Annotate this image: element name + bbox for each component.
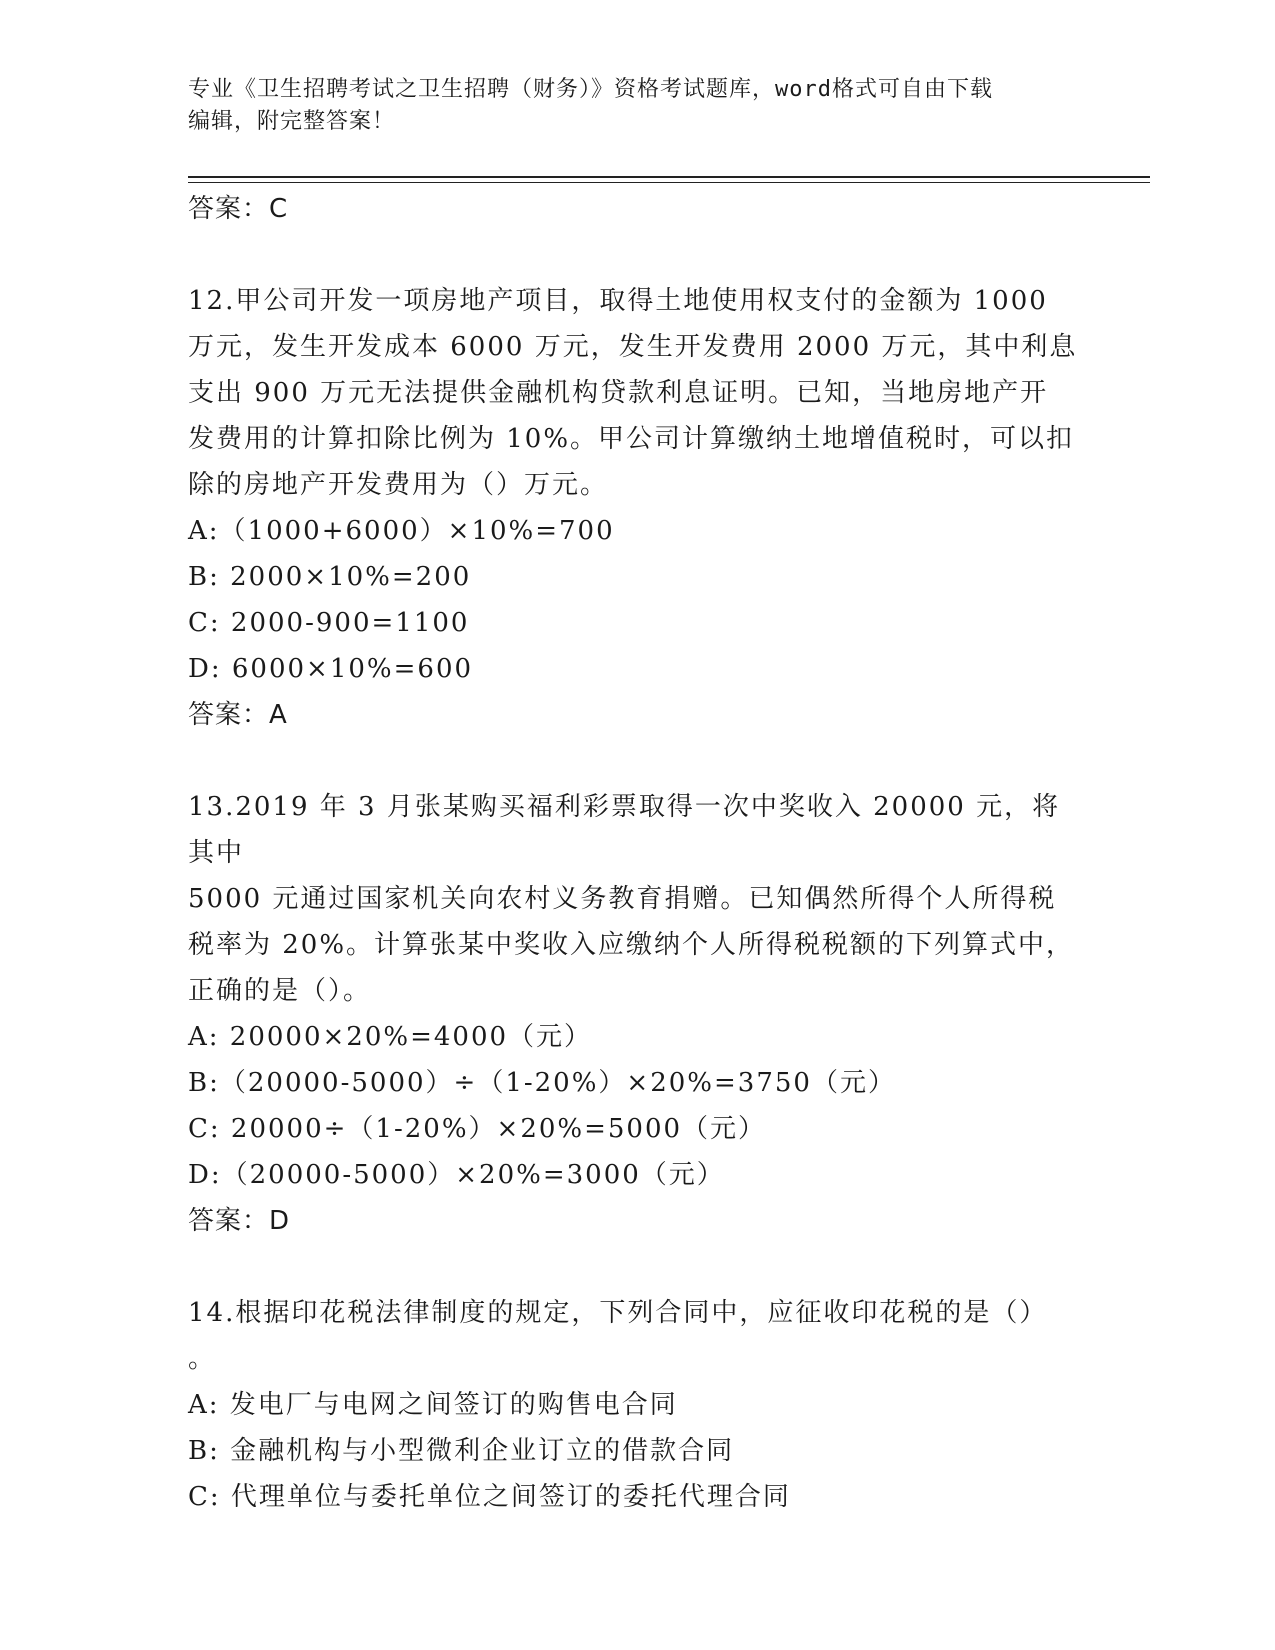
question-stem-line: 5000 元通过国家机关向农村义务教育捐赠。已知偶然所得个人所得税 [188,884,1057,914]
document-body [188,186,1088,1520]
answer-line: 答案：C [188,194,289,224]
spacer [188,232,1088,278]
option-c: C: 20000÷（1-20%）×20%=5000（元） [188,1114,767,1144]
option-a: A: 20000×20%=4000（元） [188,1022,593,1052]
option-a: A: 发电厂与电网之间签订的购售电合同 [188,1390,678,1420]
question-stem-line: 发费用的计算扣除比例为 10%。甲公司计算缴纳土地增值税时，可以扣 [188,424,1075,454]
question-stem-line: 税率为 20%。计算张某中奖收入应缴纳个人所得税税额的下列算式中， [188,930,1075,960]
question-12 [188,278,1088,738]
option-b: B: 2000×10%=200 [188,562,472,592]
header-line-2: 编辑，附完整答案！ [188,109,396,134]
option-c: C: 代理单位与委托单位之间签订的委托代理合同 [188,1482,791,1512]
option-d: D: 6000×10%=600 [188,654,474,684]
header-rule-thick [188,176,1150,178]
question-stem-line: 支出 900 万元无法提供金融机构贷款利息证明。已知，当地房地产开 [188,378,1049,408]
spacer [188,738,1088,784]
question-stem-line: 正确的是（）。 [188,976,372,1006]
header-line-1: 专业《卫生招聘考试之卫生招聘（财务）》资格考试题库，word格式可自由下载 [188,77,993,102]
option-c: C: 2000-900=1100 [188,608,470,638]
question-13 [188,784,1088,1244]
question-stem-line: 13.2019 年 3 月张某购买福利彩票取得一次中奖收入 20000 元，将其中 [188,792,1061,868]
question-stem-line: 14.根据印花税法律制度的规定，下列合同中，应征收印花税的是（） [188,1298,1048,1328]
question-stem-line: 除的房地产开发费用为（）万元。 [188,470,609,500]
header-rule-thin [188,182,1150,183]
option-b: B: 金融机构与小型微利企业订立的借款合同 [188,1436,735,1466]
question-14 [188,1290,1088,1520]
option-b: B:（20000-5000）÷（1-20%）×20%=3750（元） [188,1068,896,1098]
question-stem-line: 万元，发生开发成本 6000 万元，发生开发费用 2000 万元，其中利息 [188,332,1078,362]
answer-line: 答案：A [188,700,288,730]
answer-line: 答案：D [188,1206,291,1236]
spacer [188,1244,1088,1290]
question-stem-line: 。 [188,1344,217,1374]
question-stem-line: 12.甲公司开发一项房地产项目，取得土地使用权支付的金额为 1000 [188,286,1048,316]
option-d: D:（20000-5000）×20%=3000（元） [188,1160,725,1190]
document-header [188,74,1068,138]
option-a: A:（1000+6000）×10%=700 [188,516,615,546]
